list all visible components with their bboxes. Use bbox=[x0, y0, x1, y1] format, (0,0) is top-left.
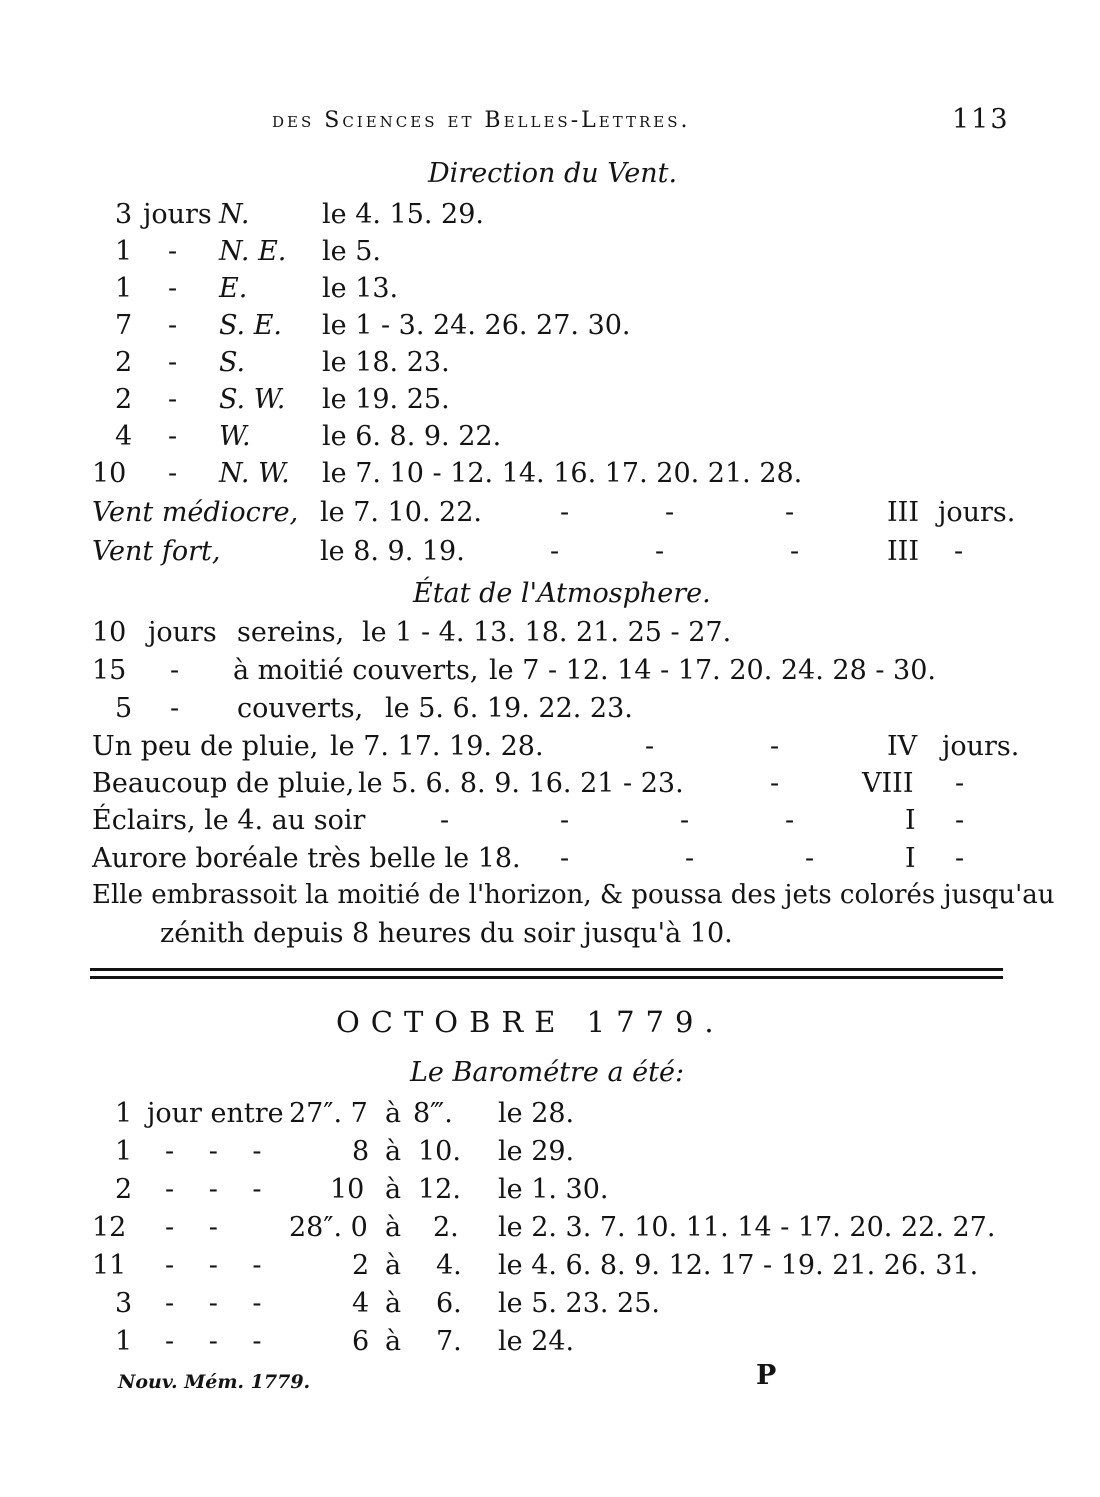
leader-dash: - bbox=[440, 805, 450, 836]
wind-strength-dates: le 7. 10. 22. bbox=[320, 497, 482, 528]
barometer-dates: le 4. 6. 8. 9. 12. 17 - 19. 21. 26. 31. bbox=[498, 1250, 979, 1281]
leader-dash: - bbox=[685, 843, 695, 874]
barometer-unit: - - bbox=[165, 1212, 218, 1243]
barometer-unit: - - - bbox=[165, 1326, 262, 1357]
wind-unit: - bbox=[168, 347, 178, 378]
wind-count: 3 bbox=[115, 199, 133, 230]
leader-dash: - bbox=[785, 497, 795, 528]
atmosphere-state: à moitié couverts, bbox=[233, 655, 479, 686]
barometer-dates: le 1. 30. bbox=[498, 1174, 609, 1205]
month-title: OCTOBRE 1779. bbox=[336, 1005, 725, 1039]
barometer-dates: le 2. 3. 7. 10. 11. 14 - 17. 20. 22. 27. bbox=[498, 1212, 996, 1243]
wind-count: 1 bbox=[115, 236, 133, 267]
barometer-count: 1 bbox=[115, 1098, 133, 1129]
wind-dates: le 1 - 3. 24. 26. 27. 30. bbox=[322, 310, 631, 341]
wind-unit: - bbox=[168, 273, 178, 304]
barometer-to: 10. bbox=[418, 1136, 461, 1167]
leader-dash: - bbox=[785, 805, 795, 836]
wind-count: 2 bbox=[115, 347, 133, 378]
wind-strength-label: Vent fort, bbox=[92, 536, 221, 567]
wind-unit: - bbox=[168, 384, 178, 415]
section-rule bbox=[90, 968, 1003, 971]
wind-dates: le 13. bbox=[322, 273, 399, 304]
running-title: des Sciences et Belles-Lettres. bbox=[272, 108, 691, 133]
atmosphere-dates: le 7 - 12. 14 - 17. 20. 24. 28 - 30. bbox=[489, 655, 936, 686]
wind-strength-total: III bbox=[887, 536, 919, 567]
barometer-to: 4. bbox=[436, 1250, 462, 1281]
barometer-from: 10 bbox=[330, 1174, 365, 1205]
wind-unit: - bbox=[168, 421, 178, 452]
event-total: I bbox=[905, 843, 916, 874]
barometer-unit: - - - bbox=[165, 1288, 262, 1319]
sheet-mark: P bbox=[756, 1360, 777, 1391]
event-unit: jours. bbox=[942, 731, 1020, 762]
leader-dash: - bbox=[655, 536, 665, 567]
event-total: I bbox=[905, 805, 916, 836]
barometer-count: 11 bbox=[92, 1250, 127, 1281]
barometer-from: 27″. 7 bbox=[289, 1098, 368, 1129]
wind-dates: le 4. 15. 29. bbox=[322, 199, 484, 230]
wind-strength-label: Vent médiocre, bbox=[92, 497, 299, 528]
barometer-a: à bbox=[385, 1250, 402, 1281]
event-dates: le 7. 17. 19. 28. bbox=[330, 731, 544, 762]
wind-direction: S. E. bbox=[219, 310, 282, 341]
wind-strength-unit: jours. bbox=[938, 497, 1016, 528]
event-dates: le 5. 6. 8. 9. 16. 21 - 23. bbox=[358, 768, 684, 799]
barometer-dates: le 29. bbox=[498, 1136, 575, 1167]
wind-strength-dates: le 8. 9. 19. bbox=[320, 536, 465, 567]
barometer-a: à bbox=[385, 1212, 402, 1243]
wind-count: 10 bbox=[92, 458, 127, 489]
leader-dash: - bbox=[560, 805, 570, 836]
leader-dash: - bbox=[560, 843, 570, 874]
barometer-unit: - - - bbox=[165, 1136, 262, 1167]
leader-dash: - bbox=[770, 768, 780, 799]
leader-dash: - bbox=[770, 731, 780, 762]
atmosphere-unit: - bbox=[170, 655, 180, 686]
event-total: VIII bbox=[862, 768, 914, 799]
barometer-count: 3 bbox=[115, 1288, 133, 1319]
leader-dash: - bbox=[560, 497, 570, 528]
atmosphere-dates: le 1 - 4. 13. 18. 21. 25 - 27. bbox=[362, 617, 732, 648]
barometer-dates: le 28. bbox=[498, 1098, 575, 1129]
wind-direction: N. bbox=[219, 199, 250, 230]
barometer-dates: le 24. bbox=[498, 1326, 575, 1357]
wind-count: 2 bbox=[115, 384, 133, 415]
leader-dash: - bbox=[645, 731, 655, 762]
wind-count: 1 bbox=[115, 273, 133, 304]
wind-count: 7 bbox=[115, 310, 133, 341]
barometer-a: à bbox=[385, 1098, 402, 1129]
atmosphere-unit: jours bbox=[148, 617, 217, 648]
barometer-heading: Le Barométre a été: bbox=[410, 1057, 685, 1088]
wind-unit: - bbox=[168, 310, 178, 341]
wind-direction: S. bbox=[219, 347, 246, 378]
atmosphere-count: 15 bbox=[92, 655, 127, 686]
barometer-count: 1 bbox=[115, 1326, 133, 1357]
event-label: Beaucoup de pluie, bbox=[92, 768, 355, 799]
barometer-from: 4 bbox=[352, 1288, 370, 1319]
barometer-a: à bbox=[385, 1174, 402, 1205]
atmosphere-heading: État de l'Atmosphere. bbox=[413, 578, 711, 609]
footer-signature: Nouv. Mém. 1779. bbox=[118, 1371, 311, 1393]
event-unit: - bbox=[955, 843, 965, 874]
event-unit: - bbox=[955, 768, 965, 799]
wind-direction: N. W. bbox=[219, 458, 290, 489]
barometer-unit: - - - bbox=[165, 1250, 262, 1281]
wind-unit: - bbox=[168, 236, 178, 267]
atmosphere-state: sereins, bbox=[237, 617, 345, 648]
leader-dash: - bbox=[665, 497, 675, 528]
barometer-dates: le 5. 23. 25. bbox=[498, 1288, 660, 1319]
wind-unit: - bbox=[168, 458, 178, 489]
wind-direction: S. W. bbox=[219, 384, 286, 415]
atmosphere-unit: - bbox=[170, 693, 180, 724]
wind-unit: jours bbox=[143, 199, 212, 230]
wind-count: 4 bbox=[115, 421, 133, 452]
wind-strength-unit: - bbox=[954, 536, 964, 567]
atmosphere-count: 10 bbox=[92, 617, 127, 648]
barometer-count: 2 bbox=[115, 1174, 133, 1205]
barometer-to: 6. bbox=[436, 1288, 462, 1319]
barometer-to: 7. bbox=[436, 1326, 462, 1357]
wind-dates: le 7. 10 - 12. 14. 16. 17. 20. 21. 28. bbox=[322, 458, 803, 489]
barometer-from: 8 bbox=[352, 1136, 370, 1167]
atmosphere-state: couverts, bbox=[237, 693, 364, 724]
barometer-to: 2. bbox=[433, 1212, 459, 1243]
barometer-a: à bbox=[385, 1136, 402, 1167]
leader-dash: - bbox=[680, 805, 690, 836]
barometer-from: 2 bbox=[352, 1250, 370, 1281]
leader-dash: - bbox=[790, 536, 800, 567]
wind-dates: le 18. 23. bbox=[322, 347, 450, 378]
event-label: Éclairs, le 4. au soir bbox=[92, 805, 366, 836]
aurora-note: Elle embrassoit la moitié de l'horizon, & poussa des jets colorés jusqu'au bbox=[92, 880, 1055, 910]
leader-dash: - bbox=[550, 536, 560, 567]
page-number: 113 bbox=[952, 104, 1010, 135]
barometer-a: à bbox=[385, 1326, 402, 1357]
wind-direction: W. bbox=[219, 421, 251, 452]
atmosphere-count: 5 bbox=[115, 693, 133, 724]
event-label: Un peu de pluie, bbox=[92, 731, 319, 762]
event-label: Aurore boréale très belle le 18. bbox=[92, 843, 521, 874]
barometer-to: 12. bbox=[418, 1174, 461, 1205]
wind-dates: le 6. 8. 9. 22. bbox=[322, 421, 502, 452]
wind-strength-total: III bbox=[887, 497, 919, 528]
wind-dates: le 5. bbox=[322, 236, 381, 267]
wind-dates: le 19. 25. bbox=[322, 384, 450, 415]
barometer-to: 8‴. bbox=[413, 1098, 453, 1129]
barometer-count: 1 bbox=[115, 1136, 133, 1167]
barometer-a: à bbox=[385, 1288, 402, 1319]
barometer-from: 28″. 0 bbox=[289, 1212, 368, 1243]
aurora-note-continued: zénith depuis 8 heures du soir jusqu'à 10. bbox=[160, 918, 733, 949]
wind-heading: Direction du Vent. bbox=[428, 158, 678, 189]
wind-direction: N. E. bbox=[219, 236, 287, 267]
leader-dash: - bbox=[805, 843, 815, 874]
barometer-count: 12 bbox=[92, 1212, 127, 1243]
wind-direction: E. bbox=[219, 273, 248, 304]
barometer-unit: jour entre bbox=[147, 1098, 284, 1129]
barometer-from: 6 bbox=[352, 1326, 370, 1357]
event-total: IV bbox=[887, 731, 918, 762]
section-rule bbox=[90, 976, 1003, 979]
event-unit: - bbox=[955, 805, 965, 836]
barometer-unit: - - - bbox=[165, 1174, 262, 1205]
atmosphere-dates: le 5. 6. 19. 22. 23. bbox=[385, 693, 633, 724]
